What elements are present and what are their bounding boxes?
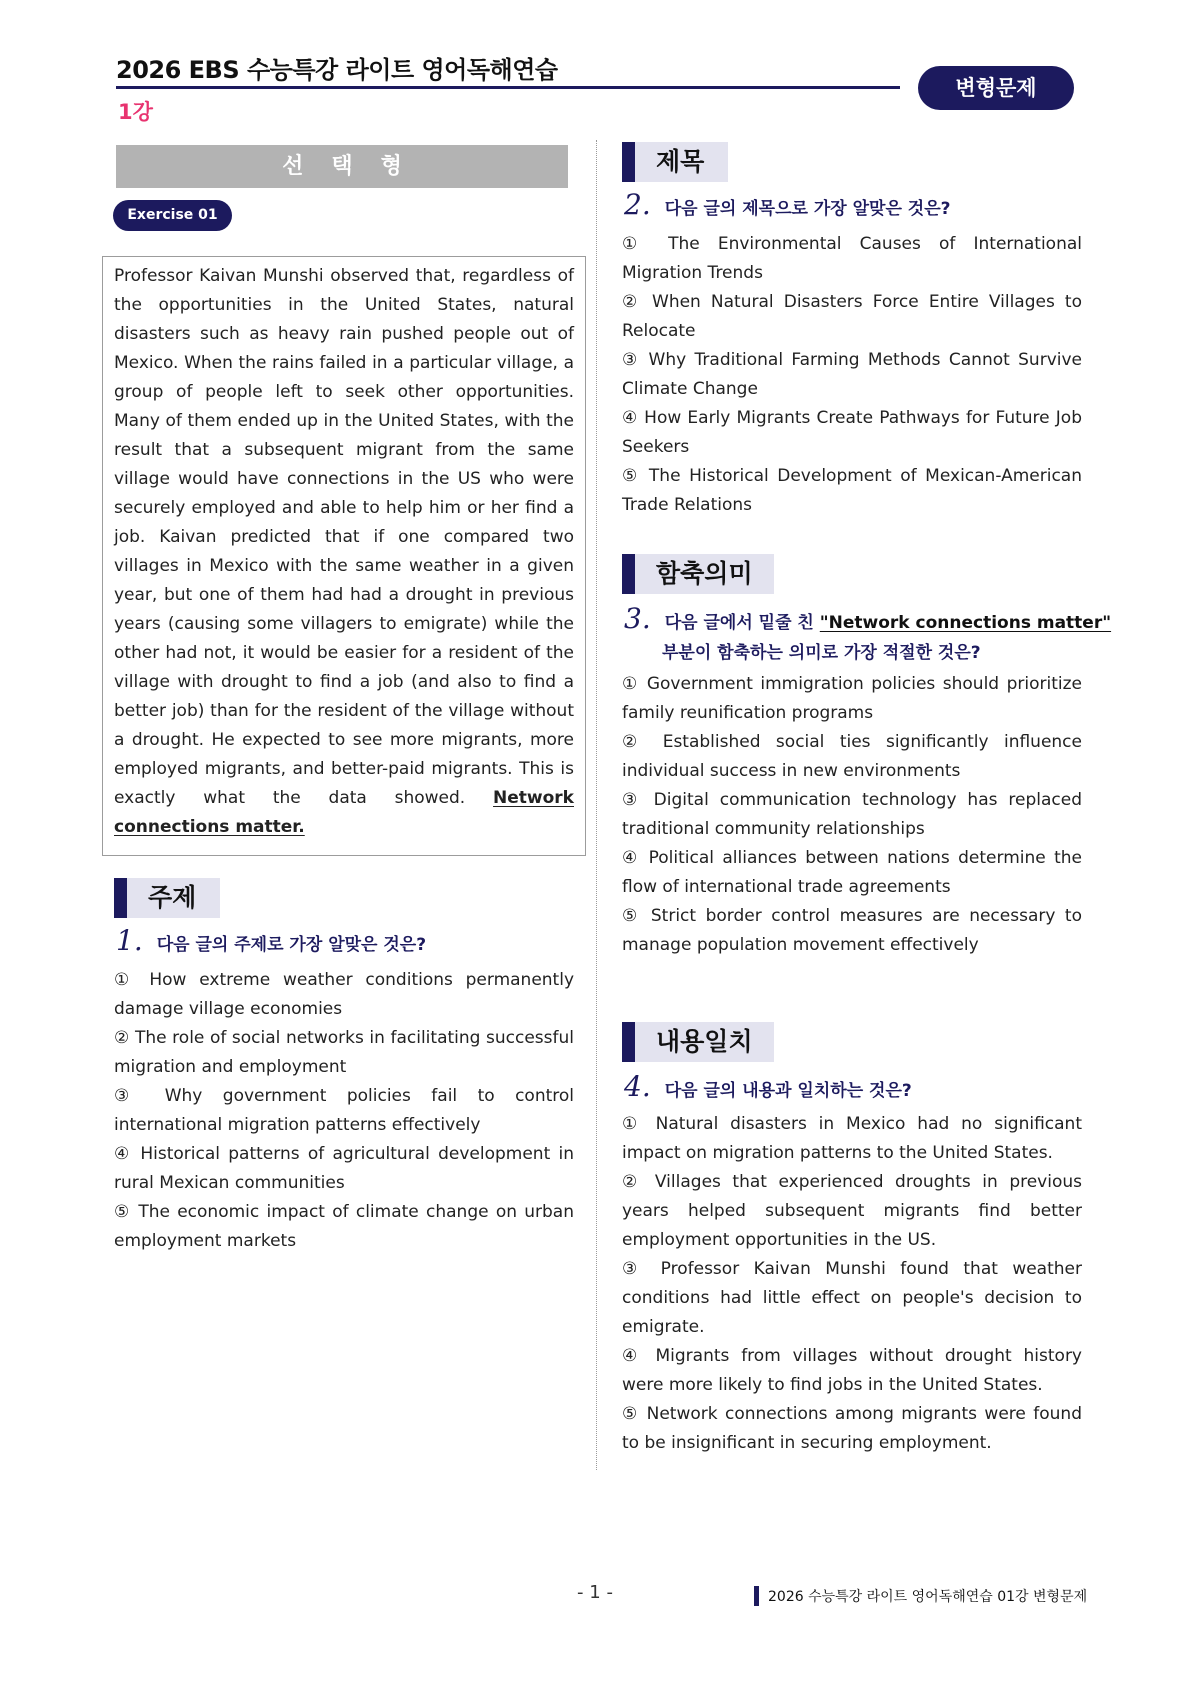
- question-2-prompt: [624, 188, 951, 221]
- section-bar-multiple-choice: 선택형: [116, 145, 568, 188]
- option[interactable]: ② When Natural Disasters Force Entire Villages to Relocate: [622, 292, 1082, 341]
- option[interactable]: ③ Why Traditional Farming Methods Cannot Survive Climate Change: [622, 350, 1082, 399]
- question-text: 다음 글에서 밑줄 친: [664, 613, 814, 633]
- question-text: 다음 글의 내용과 일치하는 것은?: [664, 1081, 912, 1101]
- variant-badge: 변형문제: [918, 66, 1074, 110]
- option[interactable]: ③ Why government policies fail to control international migration patterns effectively: [114, 1086, 574, 1135]
- option[interactable]: ② The role of social networks in facilitating successful migration and employment: [114, 1028, 574, 1077]
- question-number: 4.: [624, 1070, 651, 1103]
- passage: [114, 262, 574, 842]
- question-number: 3.: [624, 602, 651, 635]
- section-accent: [622, 142, 635, 182]
- footer-title: 2026 수능특강 라이트 영어독해연습 01강 변형문제: [768, 1589, 1088, 1605]
- passage-underlined-phrase: Network connections matter.: [114, 788, 574, 837]
- option[interactable]: ⑤ The Historical Development of Mexican-American Trade Relations: [622, 466, 1082, 515]
- section-accent: [622, 554, 635, 594]
- question-quoted-phrase: "Network connections matter": [819, 613, 1112, 633]
- passage-text: Professor Kaivan Munshi observed that, regardless of the opportunities in the United States, natural disasters such as heavy rain pushed people out of Mexico. When the rains failed in a particular village, a group of people left to seek other opportunities. Many of them ended up in the United States, with the result that a subsequent migrant from the same village would have connections in the US who were securely employed and able to help him or her find a job. Kaivan predicted that if one compared two villages in Mexico with the same weather in a given year, but one of them had had a drought in previous years (causing some villagers to emigrate) while the other had not, it would be easier for a resident of the village with drought to find a job (and also to find a better job) than for the resident of the village without a drought. He expected to see more migrants, more employed migrants, and better-paid migrants. This is exactly what the data showed.: [114, 266, 574, 808]
- option[interactable]: ③ Digital communication technology has replaced traditional community relationships: [622, 790, 1082, 839]
- option[interactable]: ① Government immigration policies should prioritize family reunification programs: [622, 674, 1082, 723]
- option[interactable]: ② Established social ties significantly influence individual success in new environments: [622, 732, 1082, 781]
- section-header-topic: [114, 878, 220, 918]
- section-header-label: 내용일치: [656, 1027, 753, 1056]
- question-text: 다음 글의 주제로 가장 알맞은 것은?: [156, 935, 427, 955]
- question-2-options: [622, 230, 1082, 520]
- question-text: 다음 글의 제목으로 가장 알맞은 것은?: [664, 199, 951, 219]
- question-3-prompt: [624, 602, 1111, 635]
- option[interactable]: ④ Historical patterns of agricultural development in rural Mexican communities: [114, 1144, 574, 1193]
- section-header-implication: [622, 554, 774, 594]
- option[interactable]: ③ Professor Kaivan Munshi found that weather conditions had little effect on people's decision to emigrate.: [622, 1259, 1082, 1337]
- option[interactable]: ⑤ Network connections among migrants were found to be insignificant in securing employment.: [622, 1404, 1082, 1453]
- section-header-label: 제목: [656, 147, 705, 176]
- question-number: 2.: [624, 188, 651, 221]
- option[interactable]: ④ Migrants from villages without drought history were more likely to find jobs in the United States.: [622, 1346, 1082, 1395]
- exercise-label: Exercise 01: [113, 200, 232, 231]
- option[interactable]: ② Villages that experienced droughts in previous years helped subsequent migrants find better employment opportunities in the US.: [622, 1172, 1082, 1250]
- section-header-label: 함축의미: [656, 559, 753, 588]
- question-1-prompt: [116, 924, 426, 957]
- header-rule: [116, 86, 900, 89]
- option[interactable]: ⑤ The economic impact of climate change on urban employment markets: [114, 1202, 574, 1251]
- option[interactable]: ① How extreme weather conditions permanently damage village economies: [114, 970, 574, 1019]
- option[interactable]: ④ How Early Migrants Create Pathways for Future Job Seekers: [622, 408, 1082, 457]
- question-4-prompt: [624, 1070, 912, 1103]
- section-header-label: 주제: [148, 883, 197, 912]
- question-4-options: [622, 1110, 1082, 1458]
- lesson-label: 1강: [118, 100, 153, 124]
- section-accent: [622, 1022, 635, 1062]
- footer-accent: [754, 1586, 759, 1606]
- question-3-options: [622, 670, 1082, 960]
- option[interactable]: ⑤ Strict border control measures are necessary to manage population movement effectively: [622, 906, 1082, 955]
- question-1-options: [114, 966, 574, 1256]
- option[interactable]: ① Natural disasters in Mexico had no significant impact on migration patterns to the United States.: [622, 1114, 1082, 1163]
- section-header-content-match: [622, 1022, 774, 1062]
- option[interactable]: ④ Political alliances between nations determine the flow of international trade agreements: [622, 848, 1082, 897]
- question-3-prompt-continued: 부분이 함축하는 의미로 가장 적절한 것은?: [662, 643, 981, 663]
- option[interactable]: ① The Environmental Causes of International Migration Trends: [622, 234, 1082, 283]
- page-number: - 1 -: [577, 1582, 613, 1603]
- section-header-title: [622, 142, 728, 182]
- column-divider: [596, 140, 597, 1470]
- question-number: 1.: [116, 924, 143, 957]
- section-accent: [114, 878, 127, 918]
- book-title: 2026 EBS 수능특강 라이트 영어독해연습: [116, 56, 558, 84]
